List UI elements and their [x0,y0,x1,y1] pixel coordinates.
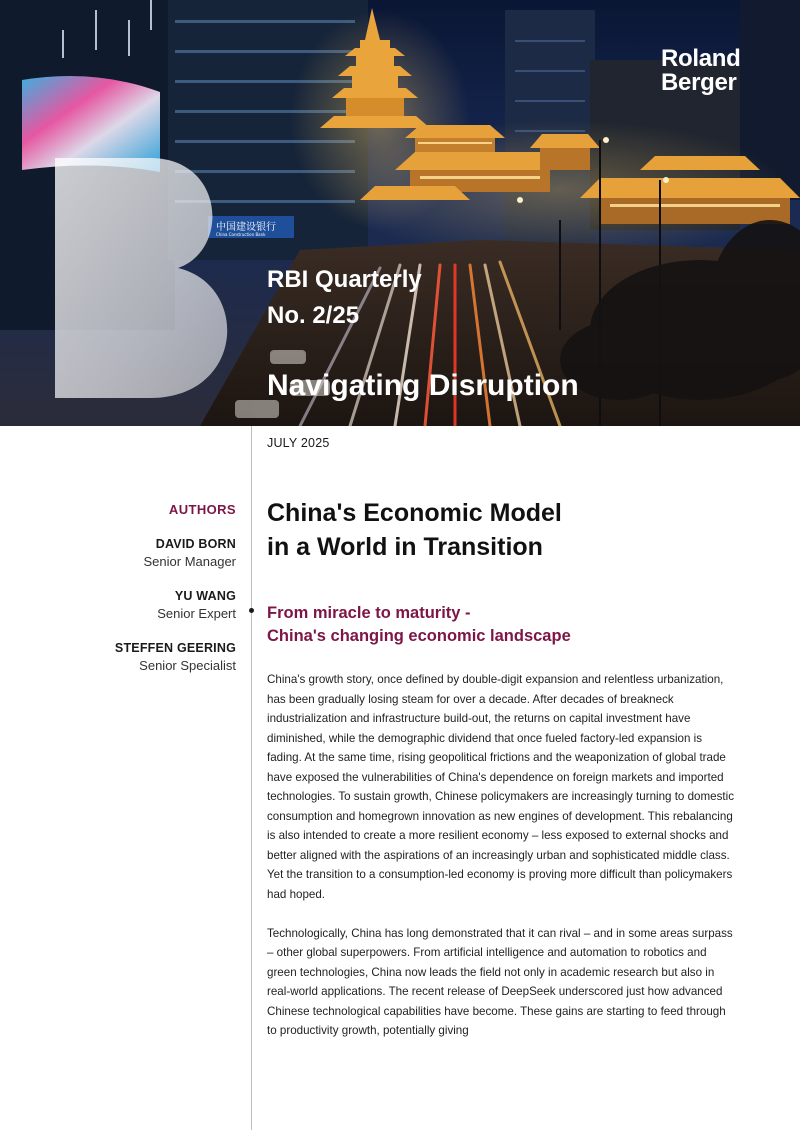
issue-number: No. 2/25 [267,302,360,329]
author-name: STEFFEN GEERING [114,641,236,655]
publication-date: JULY 2025 [267,436,330,450]
svg-text:中国建设银行: 中国建设银行 [216,222,276,233]
body-paragraph: China's growth story, once defined by double-digit expansion and relentless urbanization, has been gradually losing steam for over a decade. After decades of breakneck industrialization and infrastructure build-out, the returns on capital investment have diminished, while the demographic dividend that once fueled factory-led expansion is fading. At the same time, rising geopolitical frictions and the weaponization of global trade have exposed the vulnerabilities of China's dependence on foreign markets and imported technologies. To sustain growth, Chinese policymakers are increasingly turning to domestic consumption and homegrown innovation as new engines of development. This rebalancing is also intended to create a more resilient economy – less exposed to external shocks and better aligned with the aspirations of an increasingly urban and sophisticated middle class. Yet the transition to a consumption-led economy is proving more difficult than policymakers had hoped. [267,673,734,902]
article-title: China's Economic Model in a World in Transition [267,499,562,561]
article-body [267,670,737,1060]
author-name: DAVID BORN [155,537,236,551]
roland-berger-logo: Roland Berger [661,45,741,96]
author-entry [36,587,236,623]
author-name: YU WANG [174,589,236,603]
section-heading: From miracle to maturity - China's changing economic landscape [267,604,571,645]
svg-text:China Construction Bank: China Construction Bank [216,232,266,237]
authors-sidebar [36,502,236,691]
column-divider [251,426,252,1130]
author-role: Senior Expert [157,606,236,621]
author-entry [36,535,236,571]
author-role: Senior Manager [143,554,236,569]
divider-marker [249,608,254,613]
authors-heading: AUTHORS [168,502,236,517]
cover-title: Navigating Disruption [267,369,579,402]
hero-image [0,0,800,426]
author-role: Senior Specialist [139,658,236,673]
body-paragraph: Technologically, China has long demonstrated that it can rival – and in some areas surpass – other global superpowers. From artificial intelligence and automation to robotics and green technologies, China now leads the field not only in academic research but also in real-world applications. The recent release of DeepSeek underscored just how advanced Chinese technological capabilities have become. These gains are starting to feed through to productivity growth, potentially giving [267,926,733,1038]
publication-series: RBI Quarterly [267,266,422,293]
author-entry [36,639,236,675]
